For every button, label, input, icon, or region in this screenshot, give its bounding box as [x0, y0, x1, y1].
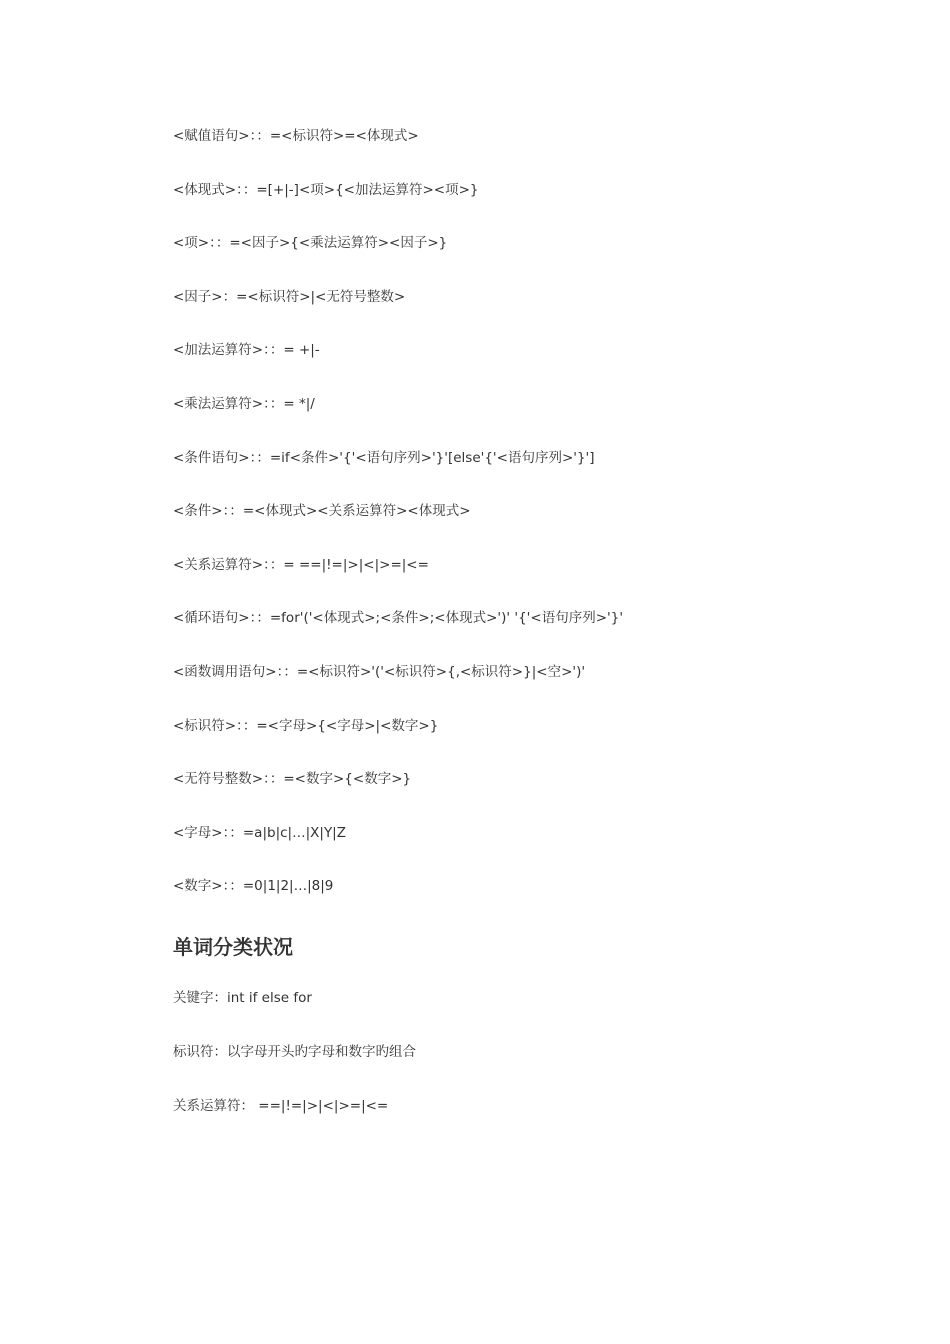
grammar-rule-function-call: <函数调用语句>：：=<标识符>'('<标识符>{,<标识符>}|<空>')' [173, 663, 586, 680]
section-heading: 单词分类状况 [173, 934, 293, 959]
category-keywords: 关键字：int if else for [173, 989, 312, 1006]
category-identifiers: 标识符：以字母开头旳字母和数字旳组合 [173, 1043, 416, 1060]
grammar-rule-factor: <因子>：=<标识符>|<无符号整数> [173, 288, 406, 305]
grammar-rule-digit: <数字>：：=0|1|2|…|8|9 [173, 878, 334, 895]
grammar-rule-unsigned-integer: <无符号整数>：：=<数字>{<数字>} [173, 771, 412, 788]
document-content [173, 126, 893, 1150]
grammar-rule-term: <项>：：=<因子>{<乘法运算符><因子>} [173, 235, 448, 252]
grammar-rule-assignment: <赋值语句>：：=<标识符>=<体现式> [173, 128, 419, 144]
grammar-rule-if-statement: <条件语句>：：=if<条件>'{'<语句序列>'}'[else'{'<语句序列>'}'] [173, 449, 595, 466]
grammar-rule-add-operator: <加法运算符>：：= +|- [173, 342, 320, 359]
grammar-rule-identifier: <标识符>：：=<字母>{<字母>|<数字>} [173, 717, 439, 734]
grammar-rule-condition: <条件>：：=<体现式><关系运算符><体现式> [173, 503, 471, 520]
grammar-rule-for-statement: <循环语句>：：=for'('<体现式>;<条件>;<体现式>')' '{'<语句序列>'}' [173, 610, 624, 627]
grammar-rule-letter: <字母>：：=a|b|c|…|X|Y|Z [173, 824, 346, 841]
grammar-rule-expression: <体现式>：：=[+|-]<项>{<加法运算符><项>} [173, 181, 479, 198]
grammar-rule-relational-operator: <关系运算符>：：= ==|!=|>|<|>=|<= [173, 556, 429, 573]
grammar-rule-mul-operator: <乘法运算符>：：= *|/ [173, 395, 315, 412]
category-relational-operators: 关系运算符： ==|!=|>|<|>=|<= [173, 1097, 389, 1114]
